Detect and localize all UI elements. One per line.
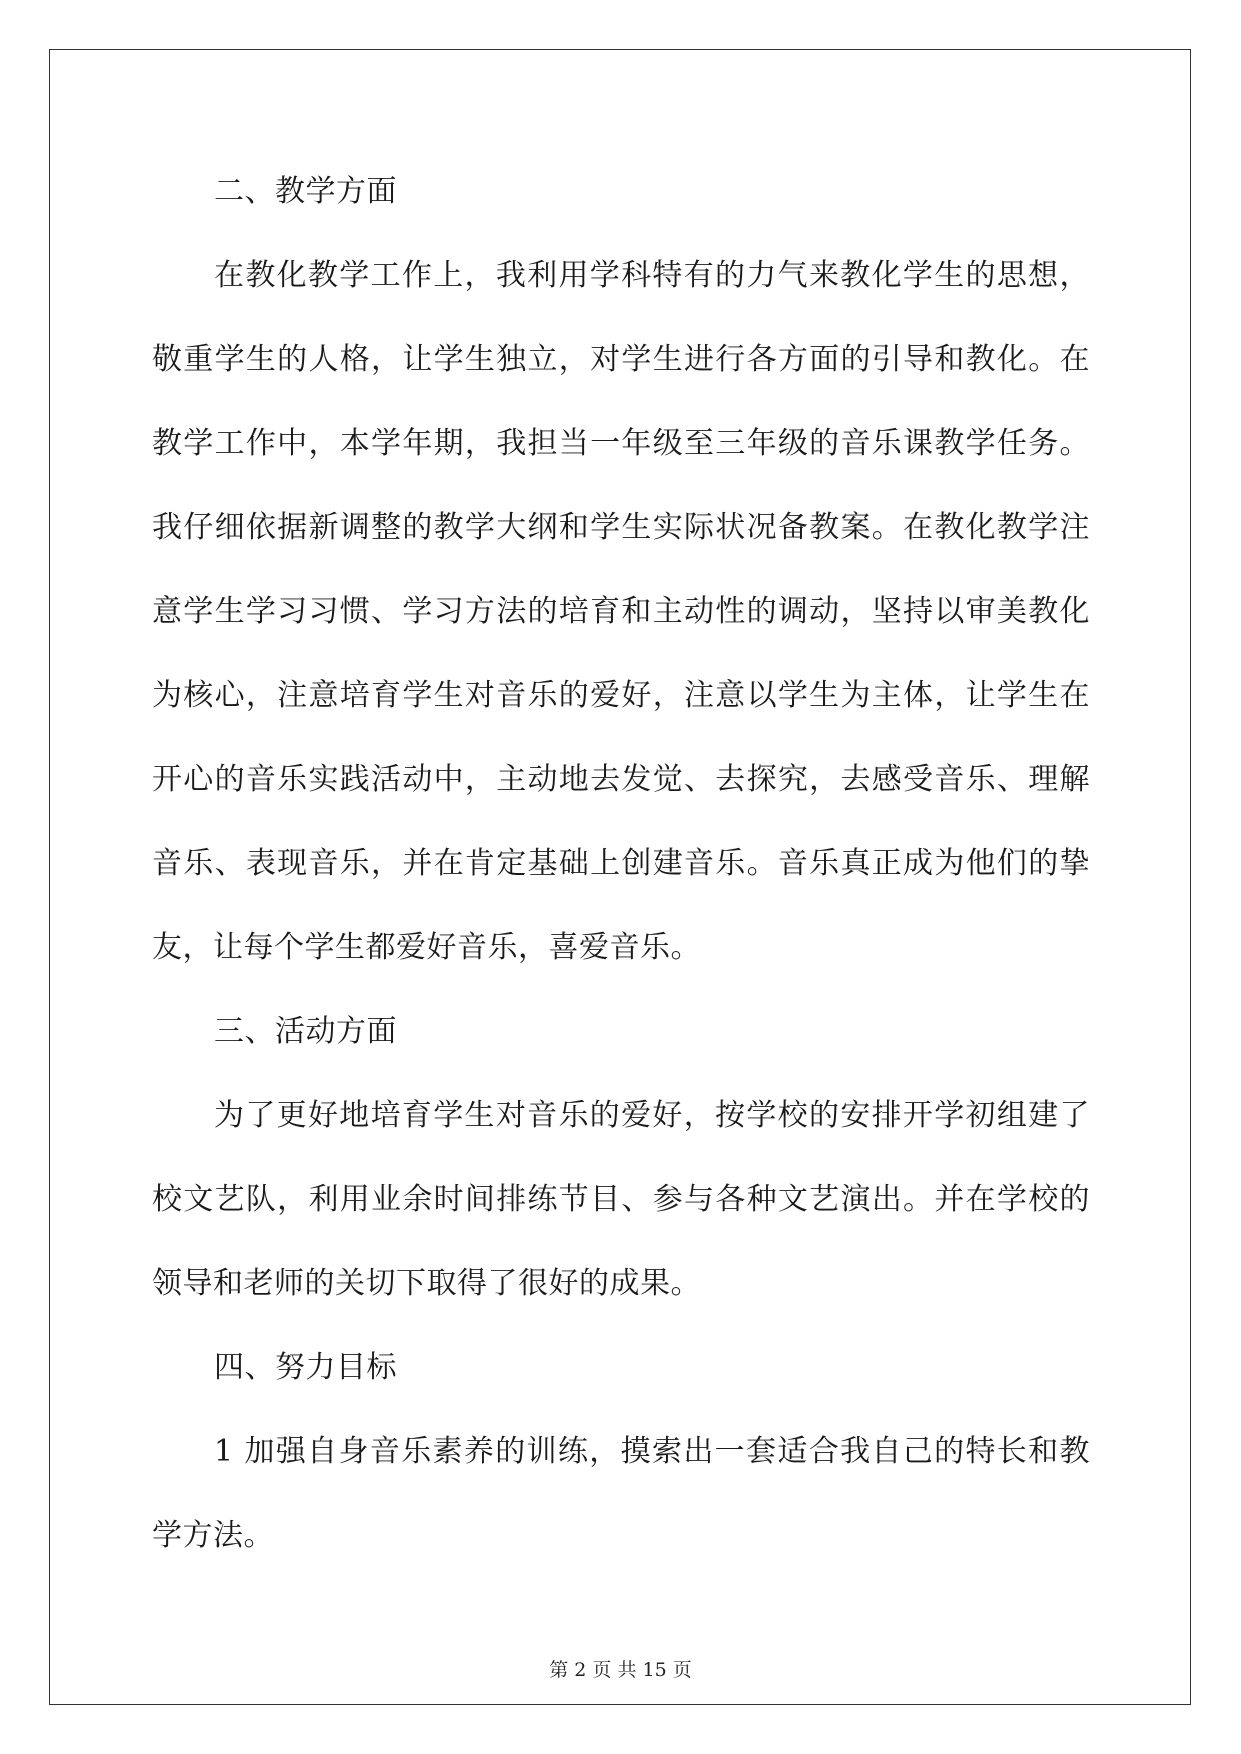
- paragraph-line: 意学生学习习惯、学习方法的培育和主动性的调动，坚持以审美教化: [152, 594, 1090, 629]
- paragraph-line: 友，让每个学生都爱好音乐，喜爱音乐。: [152, 930, 701, 965]
- paragraph-line: 为核心，注意培育学生对音乐的爱好，注意以学生为主体，让学生在: [152, 678, 1090, 713]
- paragraph-line: 1 加强自身音乐素养的训练，摸索出一套适合我自己的特长和教: [214, 1434, 1090, 1469]
- paragraph-line: 为了更好地培育学生对音乐的爱好，按学校的安排开学初组建了: [214, 1098, 1090, 1133]
- paragraph-line: 开心的音乐实践活动中，主动地去发觉、去探究，去感受音乐、理解: [152, 762, 1090, 797]
- section-heading-activities: 三、活动方面: [214, 1014, 397, 1049]
- paragraph-line: 敬重学生的人格，让学生独立，对学生进行各方面的引导和教化。在: [152, 342, 1090, 377]
- paragraph-line: 音乐、表现音乐，并在肯定基础上创建音乐。音乐真正成为他们的挚: [152, 846, 1090, 881]
- paragraph-line: 在教化教学工作上，我利用学科特有的力气来教化学生的思想，: [214, 258, 1090, 293]
- paragraph-line: 校文艺队，利用业余时间排练节目、参与各种文艺演出。并在学校的: [152, 1182, 1090, 1217]
- paragraph-line: 我仔细依据新调整的教学大纲和学生实际状况备教案。在教化教学注: [152, 510, 1090, 545]
- section-heading-goals: 四、努力目标: [214, 1350, 397, 1385]
- section-heading-teaching: 二、教学方面: [214, 174, 397, 209]
- paragraph-line: 教学工作中，本学年期，我担当一年级至三年级的音乐课教学任务。: [152, 426, 1090, 461]
- paragraph-line: 学方法。: [152, 1518, 274, 1553]
- page-number-footer: 第 2 页 共 15 页: [549, 1659, 692, 1681]
- document-body: [152, 156, 1090, 1584]
- paragraph-line: 领导和老师的关切下取得了很好的成果。: [152, 1266, 701, 1301]
